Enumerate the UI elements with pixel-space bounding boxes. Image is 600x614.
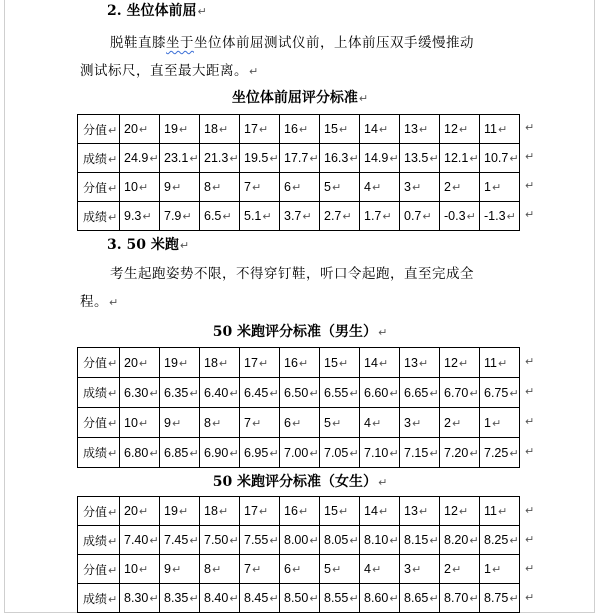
table-cell: 7.55↵ [240, 526, 280, 555]
table-cell: 7.50↵ [200, 526, 240, 555]
cell-end-mark: ↵ [411, 416, 422, 430]
table-cell: 14↵ [360, 348, 400, 378]
table-cell: 11↵ [480, 497, 520, 526]
cell-end-mark: ↵ [138, 356, 149, 370]
cell-end-mark: ↵ [469, 446, 479, 460]
table-row [78, 438, 520, 468]
paragraph-50m-run-line1: 考生起跑姿势不限，不得穿钉鞋，听口令起跑，直至完成全 [110, 266, 474, 282]
cell-end-mark: ↵ [331, 416, 342, 430]
cell-end-mark: ↵ [138, 563, 149, 576]
table-cell: 7.15↵ [400, 438, 440, 468]
table-cell: 3↵ [400, 173, 440, 202]
table-cell: 23.1↵ [160, 144, 200, 173]
cell-end-mark: ↵ [149, 386, 159, 400]
cell-end-mark: ↵ [389, 534, 399, 547]
cell-end-mark: ↵ [469, 592, 479, 605]
cell-end-mark: ↵ [349, 386, 359, 400]
cell-end-mark: ↵ [211, 563, 222, 576]
cell-end-mark: ↵ [411, 181, 422, 194]
cell-end-mark: ↵ [378, 356, 389, 370]
row-label: 成绩↵ [78, 202, 120, 231]
cell-end-mark: ↵ [138, 416, 149, 430]
table-cell: 6.60↵ [360, 378, 400, 408]
cell-end-mark: ↵ [466, 210, 476, 223]
table-cell: 19↵ [160, 497, 200, 526]
cell-end-mark: ↵ [229, 152, 239, 165]
table-cell: 11↵ [480, 115, 520, 144]
table-cell: 19.5↵ [240, 144, 280, 173]
table-cell: 8.35↵ [160, 584, 200, 613]
table-cell: 19↵ [160, 348, 200, 378]
table-cell: 6↵ [280, 173, 320, 202]
table-cell: 6.55↵ [320, 378, 360, 408]
cell-end-mark: ↵ [331, 181, 342, 194]
table-cell: 5↵ [320, 555, 360, 584]
table-cell: 16↵ [280, 115, 320, 144]
section-heading-50m-run: 3. 50 米跑↵ [107, 237, 190, 253]
table-cell: 6.50↵ [280, 378, 320, 408]
table-cell: 8.10↵ [360, 526, 400, 555]
table-cell: 7.9↵ [160, 202, 200, 231]
cell-end-mark: ↵ [378, 123, 389, 136]
cell-end-mark: ↵ [189, 152, 199, 165]
cell-end-mark: ↵ [218, 505, 229, 518]
table-cell: -1.3↵ [480, 202, 520, 231]
paragraph-sit-and-reach-line1: 脱鞋直膝坐于坐位体前屈测试仪前，上体前压双手缓慢推动 [110, 35, 474, 51]
table-row [78, 348, 520, 378]
row-label: 成绩↵ [78, 526, 120, 555]
table-cell: 5↵ [320, 173, 360, 202]
cell-end-mark: ↵ [371, 181, 382, 194]
table-cell: 9↵ [160, 408, 200, 438]
cell-end-mark: ↵ [418, 356, 429, 370]
table-cell: 8.25↵ [480, 526, 520, 555]
cell-end-mark: ↵ [429, 386, 439, 400]
table-cell: 20↵ [120, 348, 160, 378]
row-label: 成绩↵ [78, 438, 120, 468]
table-cell: 8.50↵ [280, 584, 320, 613]
cell-end-mark: ↵ [497, 356, 508, 370]
table-cell: -0.3↵ [440, 202, 480, 231]
cell-end-mark: ↵ [418, 123, 429, 136]
cell-end-mark: ↵ [108, 563, 118, 577]
cell-end-mark: ↵ [258, 123, 269, 136]
table-cell: 21.3↵ [200, 144, 240, 173]
table-cell: 14↵ [360, 115, 400, 144]
cell-end-mark: ↵ [149, 592, 159, 605]
table-cell: 10↵ [120, 555, 160, 584]
table-cell: 18↵ [200, 497, 240, 526]
table-cell: 2↵ [440, 173, 480, 202]
cell-end-mark: ↵ [491, 181, 502, 194]
table-cell: 16↵ [280, 348, 320, 378]
table-cell: 8.75↵ [480, 584, 520, 613]
table-cell: 17.7↵ [280, 144, 320, 173]
cell-end-mark: ↵ [506, 210, 516, 223]
cell-end-mark: ↵ [269, 152, 279, 165]
table-cell: 8↵ [200, 555, 240, 584]
table-cell: 13↵ [400, 497, 440, 526]
cell-end-mark: ↵ [251, 416, 262, 430]
cell-end-mark: ↵ [108, 592, 118, 606]
cell-end-mark: ↵ [509, 446, 519, 460]
cell-end-mark: ↵ [389, 446, 399, 460]
table-cell: 6↵ [280, 555, 320, 584]
table-cell: 8.45↵ [240, 584, 280, 613]
table-row [78, 408, 520, 438]
table-cell: 1.7↵ [360, 202, 400, 231]
cell-end-mark: ↵ [229, 386, 239, 400]
cell-end-mark: ↵ [342, 210, 352, 223]
table-title-50m-male: 50 米跑评分标准（男生）↵ [212, 324, 388, 340]
table-cell: 6.35↵ [160, 378, 200, 408]
table-cell: 8.55↵ [320, 584, 360, 613]
cell-end-mark: ↵ [218, 123, 229, 136]
cell-end-mark: ↵ [418, 505, 429, 518]
table-cell: 20↵ [120, 497, 160, 526]
cell-end-mark: ↵ [298, 123, 309, 136]
table-cell: 24.9↵ [120, 144, 160, 173]
table-cell: 14.9↵ [360, 144, 400, 173]
cell-end-mark: ↵ [378, 505, 389, 518]
cell-end-mark: ↵ [458, 505, 469, 518]
table-cell: 3↵ [400, 555, 440, 584]
table-cell: 6.45↵ [240, 378, 280, 408]
cell-end-mark: ↵ [108, 123, 118, 137]
table-50m-male [77, 347, 520, 468]
table-cell: 17↵ [240, 115, 280, 144]
table-title-50m-female: 50 米跑评分标准（女生）↵ [212, 474, 388, 490]
table-row [78, 584, 520, 613]
cell-end-mark: ↵ [291, 181, 302, 194]
table-cell: 11↵ [480, 348, 520, 378]
table-cell: 12↵ [440, 115, 480, 144]
cell-end-mark: ↵ [309, 446, 319, 460]
cell-end-mark: ↵ [458, 123, 469, 136]
cell-end-mark: ↵ [211, 181, 222, 194]
paragraph-50m-run-line2: 程。↵ [80, 294, 119, 310]
cell-end-mark: ↵ [142, 210, 152, 223]
cell-end-mark: ↵ [189, 446, 199, 460]
table-cell: 1↵ [480, 555, 520, 584]
cell-end-mark: ↵ [309, 534, 319, 547]
cell-end-mark: ↵ [108, 387, 118, 400]
table-cell: 6.90↵ [200, 438, 240, 468]
cell-end-mark: ↵ [349, 152, 359, 165]
table-cell: 5.1↵ [240, 202, 280, 231]
table-cell: 8.40↵ [200, 584, 240, 613]
table-cell: 16.3↵ [320, 144, 360, 173]
cell-end-mark: ↵ [451, 563, 462, 576]
table-row [78, 378, 520, 408]
cell-end-mark: ↵ [338, 123, 349, 136]
cell-end-mark: ↵ [371, 563, 382, 576]
table-cell: 6.95↵ [240, 438, 280, 468]
cell-end-mark: ↵ [469, 386, 479, 400]
table-cell: 9.3↵ [120, 202, 160, 231]
table-cell: 16↵ [280, 497, 320, 526]
table-cell: 6.5↵ [200, 202, 240, 231]
cell-end-mark: ↵ [429, 534, 439, 547]
cell-end-mark: ↵ [178, 505, 189, 518]
table-cell: 17↵ [240, 348, 280, 378]
table-cell: 13.5↵ [400, 144, 440, 173]
table-cell: 8.65↵ [400, 584, 440, 613]
cell-end-mark: ↵ [349, 534, 359, 547]
cell-end-mark: ↵ [269, 592, 279, 605]
table-row [78, 173, 520, 202]
table-cell: 4↵ [360, 555, 400, 584]
cell-end-mark: ↵ [491, 563, 502, 576]
table-cell: 2↵ [440, 555, 480, 584]
cell-end-mark: ↵ [429, 446, 439, 460]
table-cell: 7↵ [240, 408, 280, 438]
table-cell: 8.60↵ [360, 584, 400, 613]
cell-end-mark: ↵ [138, 181, 149, 194]
table-cell: 1↵ [480, 173, 520, 202]
table-cell: 18↵ [200, 115, 240, 144]
table-cell: 15↵ [320, 115, 360, 144]
cell-end-mark: ↵ [211, 416, 222, 430]
table-cell: 7↵ [240, 555, 280, 584]
cell-end-mark: ↵ [178, 123, 189, 136]
table-cell: 8.05↵ [320, 526, 360, 555]
table-cell: 12↵ [440, 348, 480, 378]
table-cell: 7↵ [240, 173, 280, 202]
cell-end-mark: ↵ [451, 416, 462, 430]
cell-end-mark: ↵ [429, 152, 439, 165]
table-cell: 8↵ [200, 408, 240, 438]
table-cell: 6.65↵ [400, 378, 440, 408]
table-cell: 7.25↵ [480, 438, 520, 468]
table-sit-and-reach [77, 114, 520, 231]
table-cell: 5↵ [320, 408, 360, 438]
cell-end-mark: ↵ [429, 592, 439, 605]
cell-end-mark: ↵ [262, 210, 272, 223]
table-cell: 7.20↵ [440, 438, 480, 468]
table-cell: 7.00↵ [280, 438, 320, 468]
section-heading-sit-and-reach: 2. 坐位体前屈↵ [107, 3, 207, 19]
table-cell: 2.7↵ [320, 202, 360, 231]
cell-end-mark: ↵ [302, 210, 312, 223]
cell-end-mark: ↵ [451, 181, 462, 194]
table-cell: 9↵ [160, 173, 200, 202]
cell-end-mark: ↵ [258, 356, 269, 370]
table-cell: 19↵ [160, 115, 200, 144]
table-cell: 12.1↵ [440, 144, 480, 173]
table-cell: 8↵ [200, 173, 240, 202]
cell-end-mark: ↵ [497, 123, 508, 136]
table-cell: 6.80↵ [120, 438, 160, 468]
table-cell: 7.10↵ [360, 438, 400, 468]
row-label: 分值↵ [78, 115, 120, 144]
cell-end-mark: ↵ [509, 386, 519, 400]
cell-end-mark: ↵ [229, 592, 239, 605]
table-cell: 3↵ [400, 408, 440, 438]
cell-end-mark: ↵ [269, 446, 279, 460]
cell-end-mark: ↵ [371, 416, 382, 430]
table-cell: 1↵ [480, 408, 520, 438]
cell-end-mark: ↵ [497, 505, 508, 518]
cell-end-mark: ↵ [469, 534, 479, 547]
cell-end-mark: ↵ [189, 386, 199, 400]
table-cell: 3.7↵ [280, 202, 320, 231]
cell-end-mark: ↵ [269, 386, 279, 400]
table-cell: 8.20↵ [440, 526, 480, 555]
cell-end-mark: ↵ [258, 505, 269, 518]
table-cell: 14↵ [360, 497, 400, 526]
cell-end-mark: ↵ [269, 534, 279, 547]
table-cell: 18↵ [200, 348, 240, 378]
table-row [78, 497, 520, 526]
table-cell: 8.15↵ [400, 526, 440, 555]
table-cell: 10↵ [120, 408, 160, 438]
cell-end-mark: ↵ [349, 446, 359, 460]
cell-end-mark: ↵ [108, 447, 118, 460]
table-row [78, 115, 520, 144]
table-cell: 0.7↵ [400, 202, 440, 231]
cell-end-mark: ↵ [509, 152, 519, 165]
table-cell: 8.30↵ [120, 584, 160, 613]
cell-end-mark: ↵ [149, 446, 159, 460]
table-cell: 8.70↵ [440, 584, 480, 613]
cell-end-mark: ↵ [509, 592, 519, 605]
table-cell: 10.7↵ [480, 144, 520, 173]
table-cell: 20↵ [120, 115, 160, 144]
cell-end-mark: ↵ [171, 563, 182, 576]
cell-end-mark: ↵ [291, 563, 302, 576]
cell-end-mark: ↵ [298, 356, 309, 370]
table-cell: 13↵ [400, 115, 440, 144]
table-title-sit-and-reach: 坐位体前屈评分标准↵ [231, 90, 369, 106]
table-cell: 12↵ [440, 497, 480, 526]
cell-end-mark: ↵ [138, 123, 149, 136]
table-cell: 10↵ [120, 173, 160, 202]
cell-end-mark: ↵ [218, 356, 229, 370]
table-cell: 13↵ [400, 348, 440, 378]
table-cell: 4↵ [360, 173, 400, 202]
table-cell: 7.45↵ [160, 526, 200, 555]
cell-end-mark: ↵ [108, 210, 118, 224]
table-cell: 8.00↵ [280, 526, 320, 555]
cell-end-mark: ↵ [298, 505, 309, 518]
cell-end-mark: ↵ [108, 181, 118, 195]
cell-end-mark: ↵ [229, 446, 239, 460]
cell-end-mark: ↵ [309, 386, 319, 400]
cell-end-mark: ↵ [251, 563, 262, 576]
cell-end-mark: ↵ [509, 534, 519, 547]
cell-end-mark: ↵ [222, 210, 232, 223]
table-cell: 7.05↵ [320, 438, 360, 468]
cell-end-mark: ↵ [338, 505, 349, 518]
cell-end-mark: ↵ [108, 417, 118, 430]
paragraph-sit-and-reach-line2: 测试标尺，直至最大距离。↵ [80, 63, 259, 79]
cell-end-mark: ↵ [411, 563, 422, 576]
row-label: 成绩↵ [78, 584, 120, 613]
cell-end-mark: ↵ [389, 592, 399, 605]
cell-end-mark: ↵ [171, 416, 182, 430]
cell-end-mark: ↵ [189, 592, 199, 605]
cell-end-mark: ↵ [189, 534, 199, 547]
cell-end-mark: ↵ [389, 386, 399, 400]
table-cell: 6↵ [280, 408, 320, 438]
cell-end-mark: ↵ [108, 357, 118, 370]
cell-end-mark: ↵ [309, 152, 319, 165]
cell-end-mark: ↵ [178, 356, 189, 370]
row-label: 分值↵ [78, 555, 120, 584]
cell-end-mark: ↵ [469, 152, 479, 165]
cell-end-mark: ↵ [108, 152, 118, 166]
table-cell: 6.70↵ [440, 378, 480, 408]
cell-end-mark: ↵ [389, 152, 399, 165]
cell-end-mark: ↵ [382, 210, 392, 223]
table-cell: 6.30↵ [120, 378, 160, 408]
cell-end-mark: ↵ [491, 416, 502, 430]
cell-end-mark: ↵ [108, 505, 118, 519]
cell-end-mark: ↵ [229, 534, 239, 547]
row-label: 分值↵ [78, 497, 120, 526]
row-label: 分值↵ [78, 173, 120, 202]
table-cell: 6.75↵ [480, 378, 520, 408]
table-row [78, 555, 520, 584]
cell-end-mark: ↵ [338, 356, 349, 370]
row-label: 成绩↵ [78, 378, 120, 408]
table-cell: 15↵ [320, 497, 360, 526]
table-cell: 9↵ [160, 555, 200, 584]
table-cell: 17↵ [240, 497, 280, 526]
cell-end-mark: ↵ [422, 210, 432, 223]
cell-end-mark: ↵ [291, 416, 302, 430]
cell-end-mark: ↵ [331, 563, 342, 576]
cell-end-mark: ↵ [108, 534, 118, 548]
cell-end-mark: ↵ [149, 534, 159, 547]
cell-end-mark: ↵ [349, 592, 359, 605]
table-50m-female [77, 496, 520, 613]
table-cell: 6.40↵ [200, 378, 240, 408]
table-row [78, 526, 520, 555]
table-cell: 4↵ [360, 408, 400, 438]
cell-end-mark: ↵ [171, 181, 182, 194]
cell-end-mark: ↵ [138, 505, 149, 518]
cell-end-mark: ↵ [149, 152, 159, 165]
table-cell: 6.85↵ [160, 438, 200, 468]
table-cell: 2↵ [440, 408, 480, 438]
row-label: 成绩↵ [78, 144, 120, 173]
cell-end-mark: ↵ [251, 181, 262, 194]
cell-end-mark: ↵ [182, 210, 192, 223]
table-row [78, 202, 520, 231]
row-label: 分值↵ [78, 408, 120, 438]
table-cell: 15↵ [320, 348, 360, 378]
table-row [78, 144, 520, 173]
cell-end-mark: ↵ [458, 356, 469, 370]
table-cell: 7.40↵ [120, 526, 160, 555]
document-page: 2. 坐位体前屈↵ 脱鞋直膝坐于坐位体前屈测试仪前，上体前压双手缓慢推动 测试标尺，直至最大距离。↵ 坐位体前屈评分标准↵ 分值↵ 20↵ 19↵ 18↵ 17↵ 16↵ 15↵ 14↵ 13↵ 12↵ 11↵ 成绩↵ 24.9↵ 23.1↵ 21.3↵ 19.5↵ 17.7↵ 16.3↵ 14.9↵ 13.5↵ 12.1↵ 10.7↵ 分值↵ 10↵ 9↵ 8↵ 7↵ 6↵ 5↵ 4↵ 3↵ 2↵ 1↵ 成绩↵ 9.3↵ 7.9↵ 6.5↵ 5.1↵ 3.7↵ 2.7↵ 1.7↵ 0.7↵ -0.3↵ -1.3↵ ↵ ↵ ↵ ↵ 3. 50 米跑↵ 考生起跑姿势不限，不得穿钉鞋，听口令起跑，直至完成全 程。↵ 50 米跑评分标准（男生）↵ 分值↵ 20↵ 19↵ 18↵ 17↵ 16↵ 15↵ 14↵ 13↵ 12↵ 11↵ 成绩↵ 6.30↵ 6.35↵ 6.40↵ 6.45↵ 6.50↵ 6.55↵ 6.60↵ 6.65↵ 6.70↵ 6.75↵ 分值↵ 10↵ 9↵ 8↵ 7↵ 6↵ 5↵ 4↵ 3↵ 2↵ 1↵ 成绩↵ 6.80↵ 6.85↵ 6.90↵ 6.95↵ 7.00↵ 7.05↵ 7.10↵ 7.15↵ 7.20↵ 7.25↵ ↵ ↵ ↵ ↵ 50 米跑评分标准（女生）↵ 分值↵ 20↵ 19↵ 18↵ 17↵ 16↵ 15↵ 14↵ 13↵ 12↵ 11↵ 成绩↵ 7.40↵ 7.45↵ 7.50↵ 7.55↵ 8.00↵ 8.05↵ 8.10↵ 8.15↵ 8.20↵ 8.25↵ 分值↵ 10↵ 9↵ 8↵ 7↵ 6↵ 5↵ 4↵ 3↵ 2↵ 1↵ 成绩↵ 8.30↵ 8.35↵ 8.40↵ 8.45↵ 8.50↵ 8.55↵ 8.60↵ 8.65↵ 8.70↵ 8.75↵ ↵ ↵ ↵ ↵ [0, 0, 600, 614]
row-label: 分值↵ [78, 348, 120, 378]
cell-end-mark: ↵ [309, 592, 319, 605]
